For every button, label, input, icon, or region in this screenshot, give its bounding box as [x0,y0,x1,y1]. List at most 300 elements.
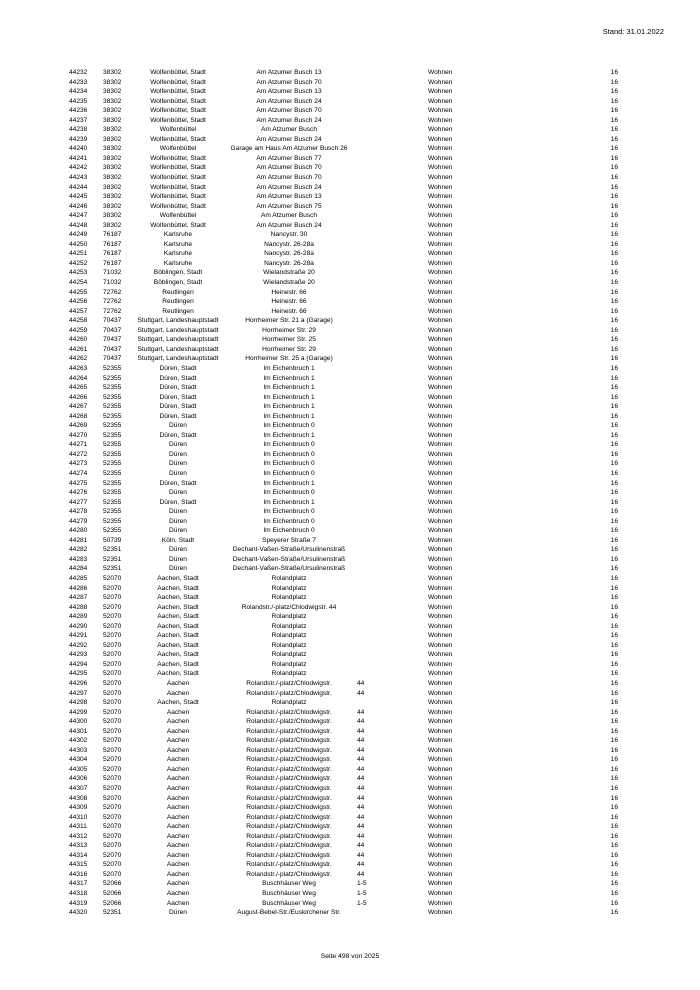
table-row [0,345,700,355]
cell-code: 16 [610,909,618,917]
cell-ort: Wolfenbüttel, Stadt [150,107,206,115]
cell-strasse: Rolandstr./-platz/Chlodwigstr. [246,861,332,869]
cell-ort: Aachen, Stadt [157,641,199,649]
cell-code: 16 [610,240,618,248]
cell-code: 16 [610,412,618,420]
cell-ort: Stuttgart, Landeshauptstadt [137,317,219,325]
cell-plz: 38302 [103,212,122,220]
cell-ort: Aachen [166,890,190,898]
cell-code: 16 [610,298,618,306]
table-row [0,163,700,173]
cell-id: 44299 [69,708,88,716]
table-row [0,106,700,116]
table-row [0,364,700,374]
table-row [0,307,700,317]
cell-code: 16 [610,670,618,678]
cell-code: 16 [610,555,618,563]
cell-code: 16 [610,651,618,659]
cell-strasse: Rolandplatz [271,670,307,678]
cell-strasse: Horrheimer Str. 21 a (Garage) [245,317,333,325]
cell-strasse: Rolandstr./-platz/Chlodwigstr. [246,823,332,831]
cell-strasse: Rolandstr./-platz/Chlodwigstr. [246,804,332,812]
cell-nutzung: Wohnen [428,412,453,420]
cell-strasse: Rolandplatz [271,622,307,630]
table-row [0,202,700,212]
cell-code: 16 [610,660,618,668]
cell-id: 44257 [69,307,88,315]
cell-strasse: Am Atzumer Busch 24 [256,97,322,105]
cell-ort: Böblingen, Stadt [153,279,203,287]
cell-id: 44284 [69,565,88,573]
cell-ort: Wolfenbüttel, Stadt [150,174,206,182]
cell-strasse: Im Eichenbruch 1 [263,384,315,392]
cell-ort: Aachen [166,775,190,783]
cell-strasse: Wielandstraße 20 [263,269,315,277]
cell-strasse: Rolandplatz [271,632,307,640]
cell-id: 44312 [69,832,88,840]
table-row [0,488,700,498]
cell-code: 16 [610,890,618,898]
cell-code: 16 [610,384,618,392]
cell-plz: 76187 [103,240,122,248]
cell-code: 16 [610,517,618,525]
cell-strasse: Horrheimer Str. 29 [262,345,316,353]
cell-code: 16 [610,574,618,582]
cell-nutzung: Wohnen [428,345,453,353]
table-row [0,784,700,794]
cell-id: 44281 [69,536,88,544]
cell-code: 16 [610,508,618,516]
cell-strasse: Am Atzumer Busch 13 [256,193,322,201]
cell-ort: Wolfenbüttel, Stadt [150,116,206,124]
cell-strasse: Rolandstr./-platz/Chlodwigstr. [246,680,332,687]
cell-code: 16 [610,689,618,697]
cell-ort: Düren [169,489,187,497]
cell-strasse: Heinestr. 66 [271,298,307,306]
cell-id: 44254 [69,279,88,287]
cell-code: 16 [610,431,618,439]
cell-strasse: Dechant-Vaßen-Straße/Ursulinenstraß [232,555,346,563]
cell-nutzung: Wohnen [428,613,453,621]
cell-id: 44282 [69,546,88,554]
cell-hausnr: 44 [357,813,365,821]
table-row [0,631,700,641]
cell-ort: Aachen [166,708,190,716]
cell-code: 16 [610,498,618,506]
table-row [0,774,700,784]
cell-ort: Wolfenbüttel [159,212,197,220]
cell-id: 44259 [69,326,88,334]
table-row [0,899,700,909]
cell-id: 44310 [69,813,88,821]
cell-nutzung: Wohnen [428,651,453,659]
cell-plz: 52070 [103,651,122,659]
table-row [0,192,700,202]
cell-ort: Aachen, Stadt [157,699,199,707]
cell-code: 16 [610,145,618,153]
cell-strasse: Rolandstr./-platz/Chlodwigstr. [246,737,332,745]
cell-ort: Aachen [166,794,190,802]
cell-plz: 52070 [103,689,122,697]
table-row [0,431,700,441]
cell-plz: 50739 [103,536,122,544]
table-row [0,268,700,278]
cell-hausnr: 1-5 [357,880,367,888]
cell-id: 44258 [69,317,88,325]
cell-nutzung: Wohnen [428,374,453,382]
cell-ort: Karlsruhe [163,250,193,258]
cell-id: 44280 [69,527,88,535]
cell-plz: 52070 [103,861,122,869]
cell-id: 44278 [69,508,88,516]
cell-id: 44286 [69,584,88,592]
cell-strasse: Rolandstr./-platz/Chlodwigstr. [246,813,332,821]
cell-strasse: Horrheimer Str. 29 [262,326,316,334]
cell-code: 16 [610,699,618,707]
cell-nutzung: Wohnen [428,660,453,668]
cell-nutzung: Wohnen [428,221,453,229]
cell-code: 16 [610,78,618,86]
cell-nutzung: Wohnen [428,813,453,821]
cell-strasse: Am Atzumer Busch 70 [256,174,322,182]
cell-ort: Aachen, Stadt [157,603,199,611]
cell-ort: Düren [169,546,187,554]
cell-code: 16 [610,107,618,115]
cell-code: 16 [610,794,618,802]
table-row [0,335,700,345]
stand-date: Stand: 31.01.2022 [602,27,664,36]
cell-plz: 52066 [103,899,122,907]
cell-ort: Düren [169,565,187,573]
table-row [0,354,700,364]
table-row [0,116,700,126]
cell-ort: Wolfenbüttel, Stadt [150,193,206,201]
cell-ort: Wolfenbüttel, Stadt [150,97,206,105]
cell-nutzung: Wohnen [428,403,453,411]
cell-code: 16 [610,832,618,840]
cell-nutzung: Wohnen [428,154,453,162]
cell-nutzung: Wohnen [428,298,453,306]
cell-code: 16 [610,212,618,220]
cell-plz: 38302 [103,107,122,115]
cell-strasse: Rolandplatz [271,699,307,707]
cell-nutzung: Wohnen [428,899,453,907]
cell-strasse: Am Atzumer Busch [260,212,318,220]
cell-id: 44315 [69,861,88,869]
table-row [0,383,700,393]
table-row [0,154,700,164]
cell-code: 16 [610,641,618,649]
cell-code: 16 [610,135,618,143]
cell-code: 16 [610,584,618,592]
cell-strasse: Im Eichenbruch 1 [263,374,315,382]
cell-code: 16 [610,441,618,449]
cell-plz: 52355 [103,527,122,535]
cell-strasse: August-Bebel-Str./Euskirchener Str. [237,909,341,917]
cell-ort: Aachen, Stadt [157,622,199,630]
cell-nutzung: Wohnen [428,880,453,888]
cell-ort: Aachen [166,832,190,840]
table-row [0,469,700,479]
cell-strasse: Im Eichenbruch 1 [263,412,315,420]
table-row [0,564,700,574]
cell-ort: Aachen [166,718,190,726]
cell-strasse: Im Eichenbruch 1 [263,479,315,487]
cell-ort: Düren [169,508,187,516]
table-row [0,517,700,527]
cell-nutzung: Wohnen [428,746,453,754]
table-row [0,822,700,832]
cell-id: 44320 [69,909,88,917]
cell-plz: 52355 [103,489,122,497]
cell-code: 16 [610,279,618,287]
cell-code: 16 [610,317,618,325]
cell-id: 44242 [69,164,88,172]
cell-plz: 38302 [103,78,122,86]
cell-ort: Düren [169,555,187,563]
cell-plz: 52070 [103,737,122,745]
cell-id: 44248 [69,221,88,229]
cell-nutzung: Wohnen [428,632,453,640]
cell-plz: 52070 [103,756,122,764]
table-row [0,412,700,422]
cell-nutzung: Wohnen [428,555,453,563]
cell-strasse: Heinestr. 66 [271,307,307,315]
cell-id: 44316 [69,870,88,878]
cell-id: 44267 [69,403,88,411]
cell-id: 44265 [69,384,88,392]
cell-ort: Aachen [166,727,190,735]
cell-strasse: Rolandstr./-platz/Chlodwigstr. [246,756,332,764]
cell-plz: 52355 [103,393,122,401]
cell-ort: Düren, Stadt [159,479,197,487]
cell-nutzung: Wohnen [428,384,453,392]
cell-ort: Wolfenbüttel, Stadt [150,69,206,76]
cell-nutzung: Wohnen [428,870,453,878]
cell-ort: Reutlingen [162,307,194,315]
table-row [0,622,700,632]
cell-strasse: Am Atzumer Busch 70 [256,164,322,172]
cell-plz: 38302 [103,97,122,105]
page-number: Seite 498 von 2025 [320,953,380,960]
cell-code: 16 [610,116,618,124]
table-row [0,278,700,288]
cell-nutzung: Wohnen [428,88,453,96]
cell-ort: Reutlingen [162,288,194,296]
cell-id: 44256 [69,298,88,306]
cell-code: 16 [610,727,618,735]
cell-plz: 52070 [103,851,122,859]
cell-id: 44232 [69,69,88,76]
cell-code: 16 [610,88,618,96]
cell-ort: Aachen, Stadt [157,651,199,659]
cell-id: 44249 [69,231,88,239]
table-row [0,813,700,823]
cell-strasse: Heinestr. 66 [271,288,307,296]
cell-strasse: Garage am Haus Am Atzumer Busch 26 [230,145,348,153]
cell-ort: Wolfenbüttel, Stadt [150,183,206,191]
cell-plz: 52355 [103,498,122,506]
cell-id: 44304 [69,756,88,764]
table-row [0,889,700,899]
cell-ort: Aachen [166,804,190,812]
cell-strasse: Rolandstr./-platz/Chlodwigstr. [246,775,332,783]
cell-strasse: Rolandplatz [271,584,307,592]
cell-id: 44244 [69,183,88,191]
cell-nutzung: Wohnen [428,574,453,582]
cell-id: 44289 [69,613,88,621]
cell-id: 44294 [69,660,88,668]
cell-code: 16 [610,202,618,210]
cell-ort: Böblingen, Stadt [153,269,203,277]
cell-nutzung: Wohnen [428,107,453,115]
cell-id: 44241 [69,154,88,162]
table-row [0,498,700,508]
table-row [0,650,700,660]
cell-code: 16 [610,250,618,258]
table-row [0,612,700,622]
cell-id: 44274 [69,469,88,477]
cell-strasse: Am Atzumer Busch 70 [256,107,322,115]
cell-id: 44285 [69,574,88,582]
cell-hausnr: 44 [357,727,365,735]
cell-strasse: Rolandstr./-platz/Chlodwigstr. [246,870,332,878]
cell-ort: Karlsruhe [163,231,193,239]
cell-id: 44296 [69,680,88,687]
table-row [0,183,700,193]
cell-strasse: Rolandstr./-platz/Chlodwigstr. 44 [241,603,337,611]
cell-plz: 70437 [103,345,122,353]
table-row [0,221,700,231]
cell-strasse: Im Eichenbruch 0 [263,469,315,477]
table-row [0,402,700,412]
cell-id: 44317 [69,880,88,888]
cell-code: 16 [610,813,618,821]
cell-nutzung: Wohnen [428,622,453,630]
cell-code: 16 [610,603,618,611]
cell-code: 16 [610,785,618,793]
cell-nutzung: Wohnen [428,97,453,105]
cell-ort: Stuttgart, Landeshauptstadt [137,345,219,353]
cell-strasse: Im Eichenbruch 0 [263,517,315,525]
cell-id: 44236 [69,107,88,115]
cell-ort: Aachen, Stadt [157,670,199,678]
cell-strasse: Rolandstr./-platz/Chlodwigstr. [246,832,332,840]
cell-ort: Wolfenbüttel, Stadt [150,164,206,172]
cell-strasse: Horrheimer Str. 25 [262,336,316,344]
cell-code: 16 [610,622,618,630]
cell-id: 44239 [69,135,88,143]
cell-ort: Düren, Stadt [159,412,197,420]
cell-id: 44263 [69,364,88,372]
cell-code: 16 [610,804,618,812]
cell-nutzung: Wohnen [428,183,453,191]
table-row [0,908,700,918]
cell-code: 16 [610,870,618,878]
cell-ort: Aachen [166,813,190,821]
cell-code: 16 [610,460,618,468]
cell-ort: Düren [169,460,187,468]
cell-ort: Düren [169,469,187,477]
table-row [0,440,700,450]
table-row [0,803,700,813]
cell-code: 16 [610,708,618,716]
cell-ort: Düren [169,527,187,535]
cell-ort: Düren [169,422,187,430]
cell-ort: Aachen [166,851,190,859]
cell-nutzung: Wohnen [428,231,453,239]
cell-code: 16 [610,565,618,573]
table-row [0,259,700,269]
table-row [0,879,700,889]
cell-code: 16 [610,880,618,888]
cell-id: 44240 [69,145,88,153]
cell-nutzung: Wohnen [428,641,453,649]
cell-ort: Aachen [166,861,190,869]
cell-id: 44283 [69,555,88,563]
cell-ort: Karlsruhe [163,240,193,248]
table-row [0,574,700,584]
cell-strasse: Im Eichenbruch 0 [263,460,315,468]
cell-ort: Aachen, Stadt [157,613,199,621]
cell-strasse: Rolandstr./-platz/Chlodwigstr. [246,718,332,726]
cell-plz: 52355 [103,517,122,525]
cell-ort: Düren, Stadt [159,393,197,401]
cell-id: 44272 [69,450,88,458]
cell-ort: Wolfenbüttel, Stadt [150,154,206,162]
cell-strasse: Dechant-Vaßen-Straße/Ursulinenstraß [232,565,346,573]
cell-hausnr: 44 [357,775,365,783]
table-row [0,479,700,489]
cell-plz: 52070 [103,708,122,716]
table-row [0,288,700,298]
cell-nutzung: Wohnen [428,565,453,573]
cell-plz: 38302 [103,88,122,96]
cell-plz: 38302 [103,202,122,210]
cell-nutzung: Wohnen [428,441,453,449]
cell-plz: 71032 [103,279,122,287]
table-row [0,708,700,718]
cell-id: 44237 [69,116,88,124]
cell-nutzung: Wohnen [428,336,453,344]
cell-ort: Düren [169,450,187,458]
cell-nutzung: Wohnen [428,765,453,773]
cell-code: 16 [610,527,618,535]
cell-nutzung: Wohnen [428,708,453,716]
cell-code: 16 [610,97,618,105]
cell-strasse: Im Eichenbruch 1 [263,393,315,401]
cell-id: 44318 [69,890,88,898]
cell-plz: 52070 [103,785,122,793]
cell-code: 16 [610,594,618,602]
cell-nutzung: Wohnen [428,288,453,296]
cell-code: 16 [610,374,618,382]
cell-hausnr: 44 [357,756,365,764]
cell-ort: Wolfenbüttel, Stadt [150,202,206,210]
table-row [0,173,700,183]
cell-nutzung: Wohnen [428,517,453,525]
cell-nutzung: Wohnen [428,116,453,124]
cell-ort: Aachen [166,737,190,745]
table-row [0,717,700,727]
cell-nutzung: Wohnen [428,680,453,687]
cell-nutzung: Wohnen [428,737,453,745]
table-row [0,297,700,307]
cell-code: 16 [610,126,618,134]
cell-code: 16 [610,489,618,497]
cell-id: 44301 [69,727,88,735]
cell-hausnr: 44 [357,832,365,840]
